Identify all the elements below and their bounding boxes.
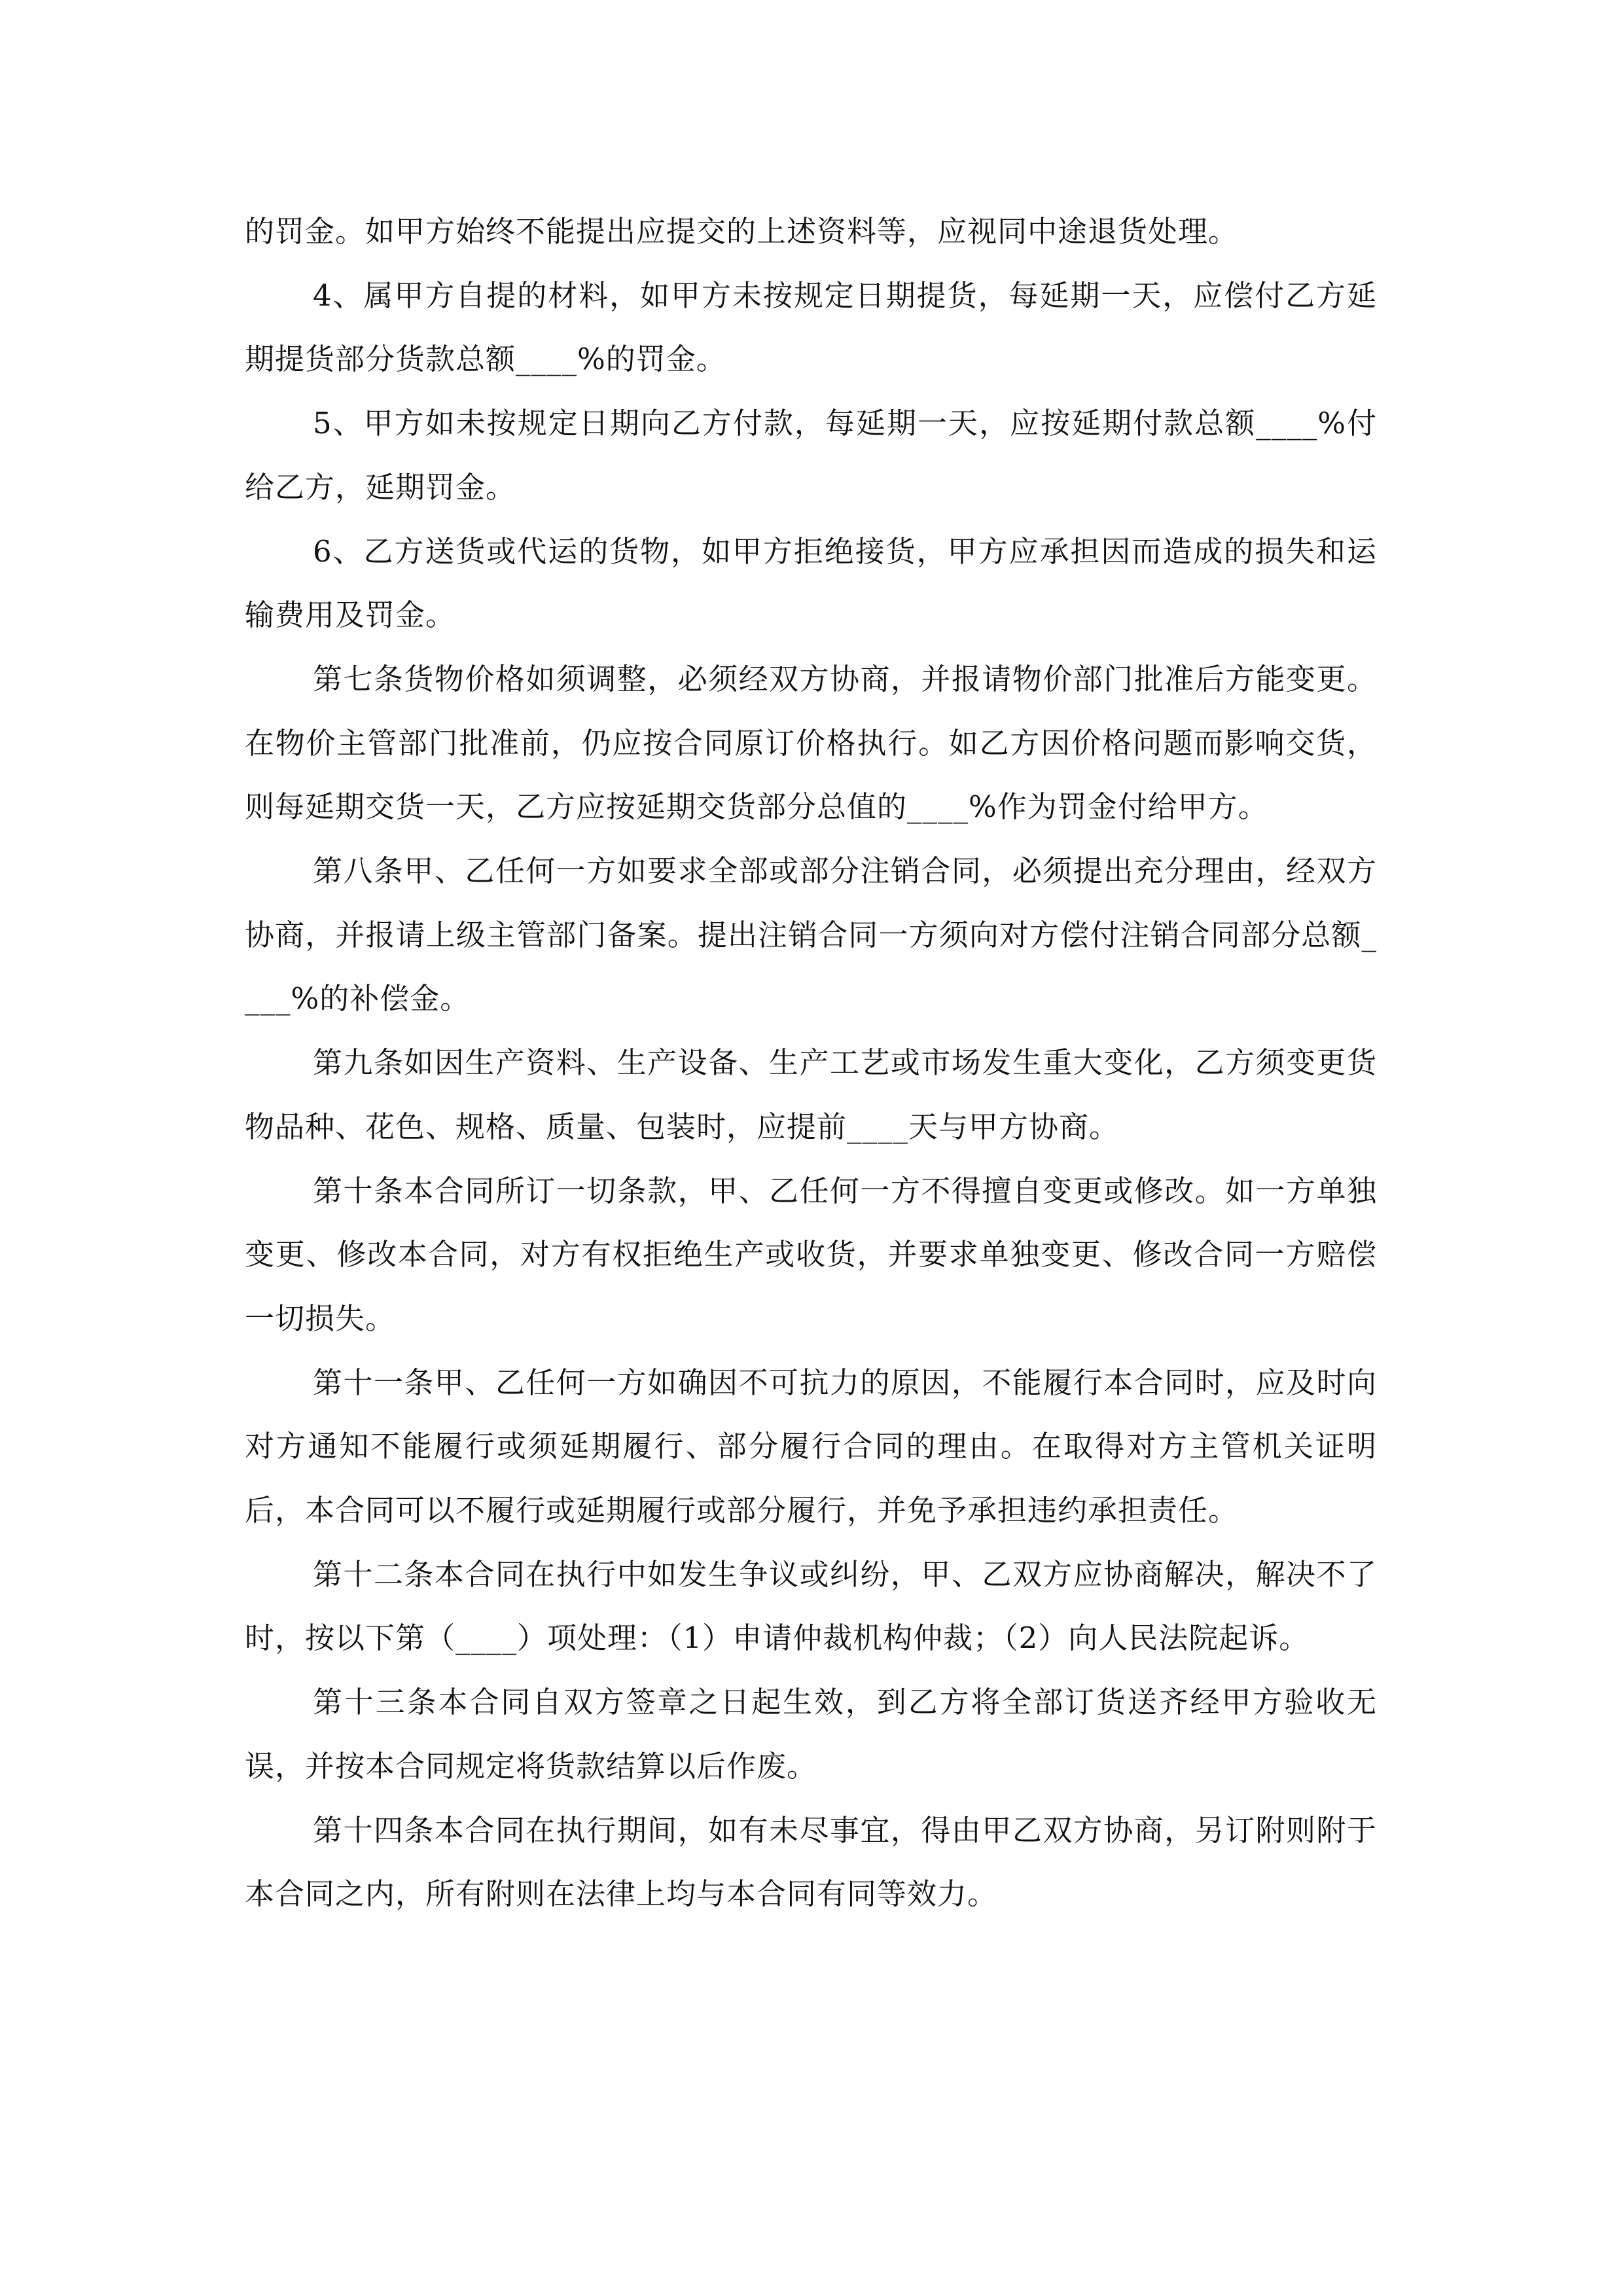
paragraph-article-12: 第十二条本合同在执行中如发生争议或纠纷，甲、乙双方应协商解决，解决不了时，按以下第（____）项处理：（1）申请仲裁机构仲裁；（2）向人民法院起诉。: [245, 1556, 1377, 1656]
document-body: [245, 200, 1377, 1926]
paragraph-continuation: 的罚金。如甲方始终不能提出应提交的上述资料等，应视同中途退货处理。: [245, 214, 1239, 249]
paragraph-article-14: 第十四条本合同在执行期间，如有未尽事宜，得由甲乙双方协商，另订附则附于本合同之内，所有附则在法律上均与本合同有同等效力。: [245, 1812, 1377, 1912]
paragraph-article-8: 第八条甲、乙任何一方如要求全部或部分注销合同，必须提出充分理由，经双方协商，并报请上级主管部门备案。提出注销合同一方须向对方偿付注销合同部分总额____%的补偿金。: [245, 853, 1377, 1016]
paragraph-article-7: 第七条货物价格如须调整，必须经双方协商，并报请物价部门批准后方能变更。在物价主管部门批准前，仍应按合同原订价格执行。如乙方因价格问题而影响交货，则每延期交货一天，乙方应按延期交货部分总值的____%作为罚金付给甲方。: [245, 661, 1377, 825]
paragraph-clause-5: 5、甲方如未按规定日期向乙方付款，每延期一天，应按延期付款总额____%付给乙方，延期罚金。: [245, 406, 1377, 505]
paragraph-clause-6: 6、乙方送货或代运的货物，如甲方拒绝接货，甲方应承担因而造成的损失和运输费用及罚金。: [245, 533, 1377, 633]
paragraph-article-9: 第九条如因生产资料、生产设备、生产工艺或市场发生重大变化，乙方须变更货物品种、花色、规格、质量、包装时，应提前____天与甲方协商。: [245, 1045, 1377, 1144]
paragraph-article-13: 第十三条本合同自双方签章之日起生效，到乙方将全部订货送齐经甲方验收无误，并按本合同规定将货款结算以后作废。: [245, 1685, 1377, 1784]
paragraph-article-11: 第十一条甲、乙任何一方如确因不可抗力的原因，不能履行本合同时，应及时向对方通知不能履行或须延期履行、部分履行合同的理由。在取得对方主管机关证明后，本合同可以不履行或延期履行或部分履行，并免予承担违约承担责任。: [245, 1365, 1377, 1528]
paragraph-clause-4: 4、属甲方自提的材料，如甲方未按规定日期提货，每延期一天，应偿付乙方延期提货部分货款总额____%的罚金。: [245, 278, 1377, 377]
paragraph-article-10: 第十条本合同所订一切条款，甲、乙任何一方不得擅自变更或修改。如一方单独变更、修改本合同，对方有权拒绝生产或收货，并要求单独变更、修改合同一方赔偿一切损失。: [245, 1173, 1377, 1336]
